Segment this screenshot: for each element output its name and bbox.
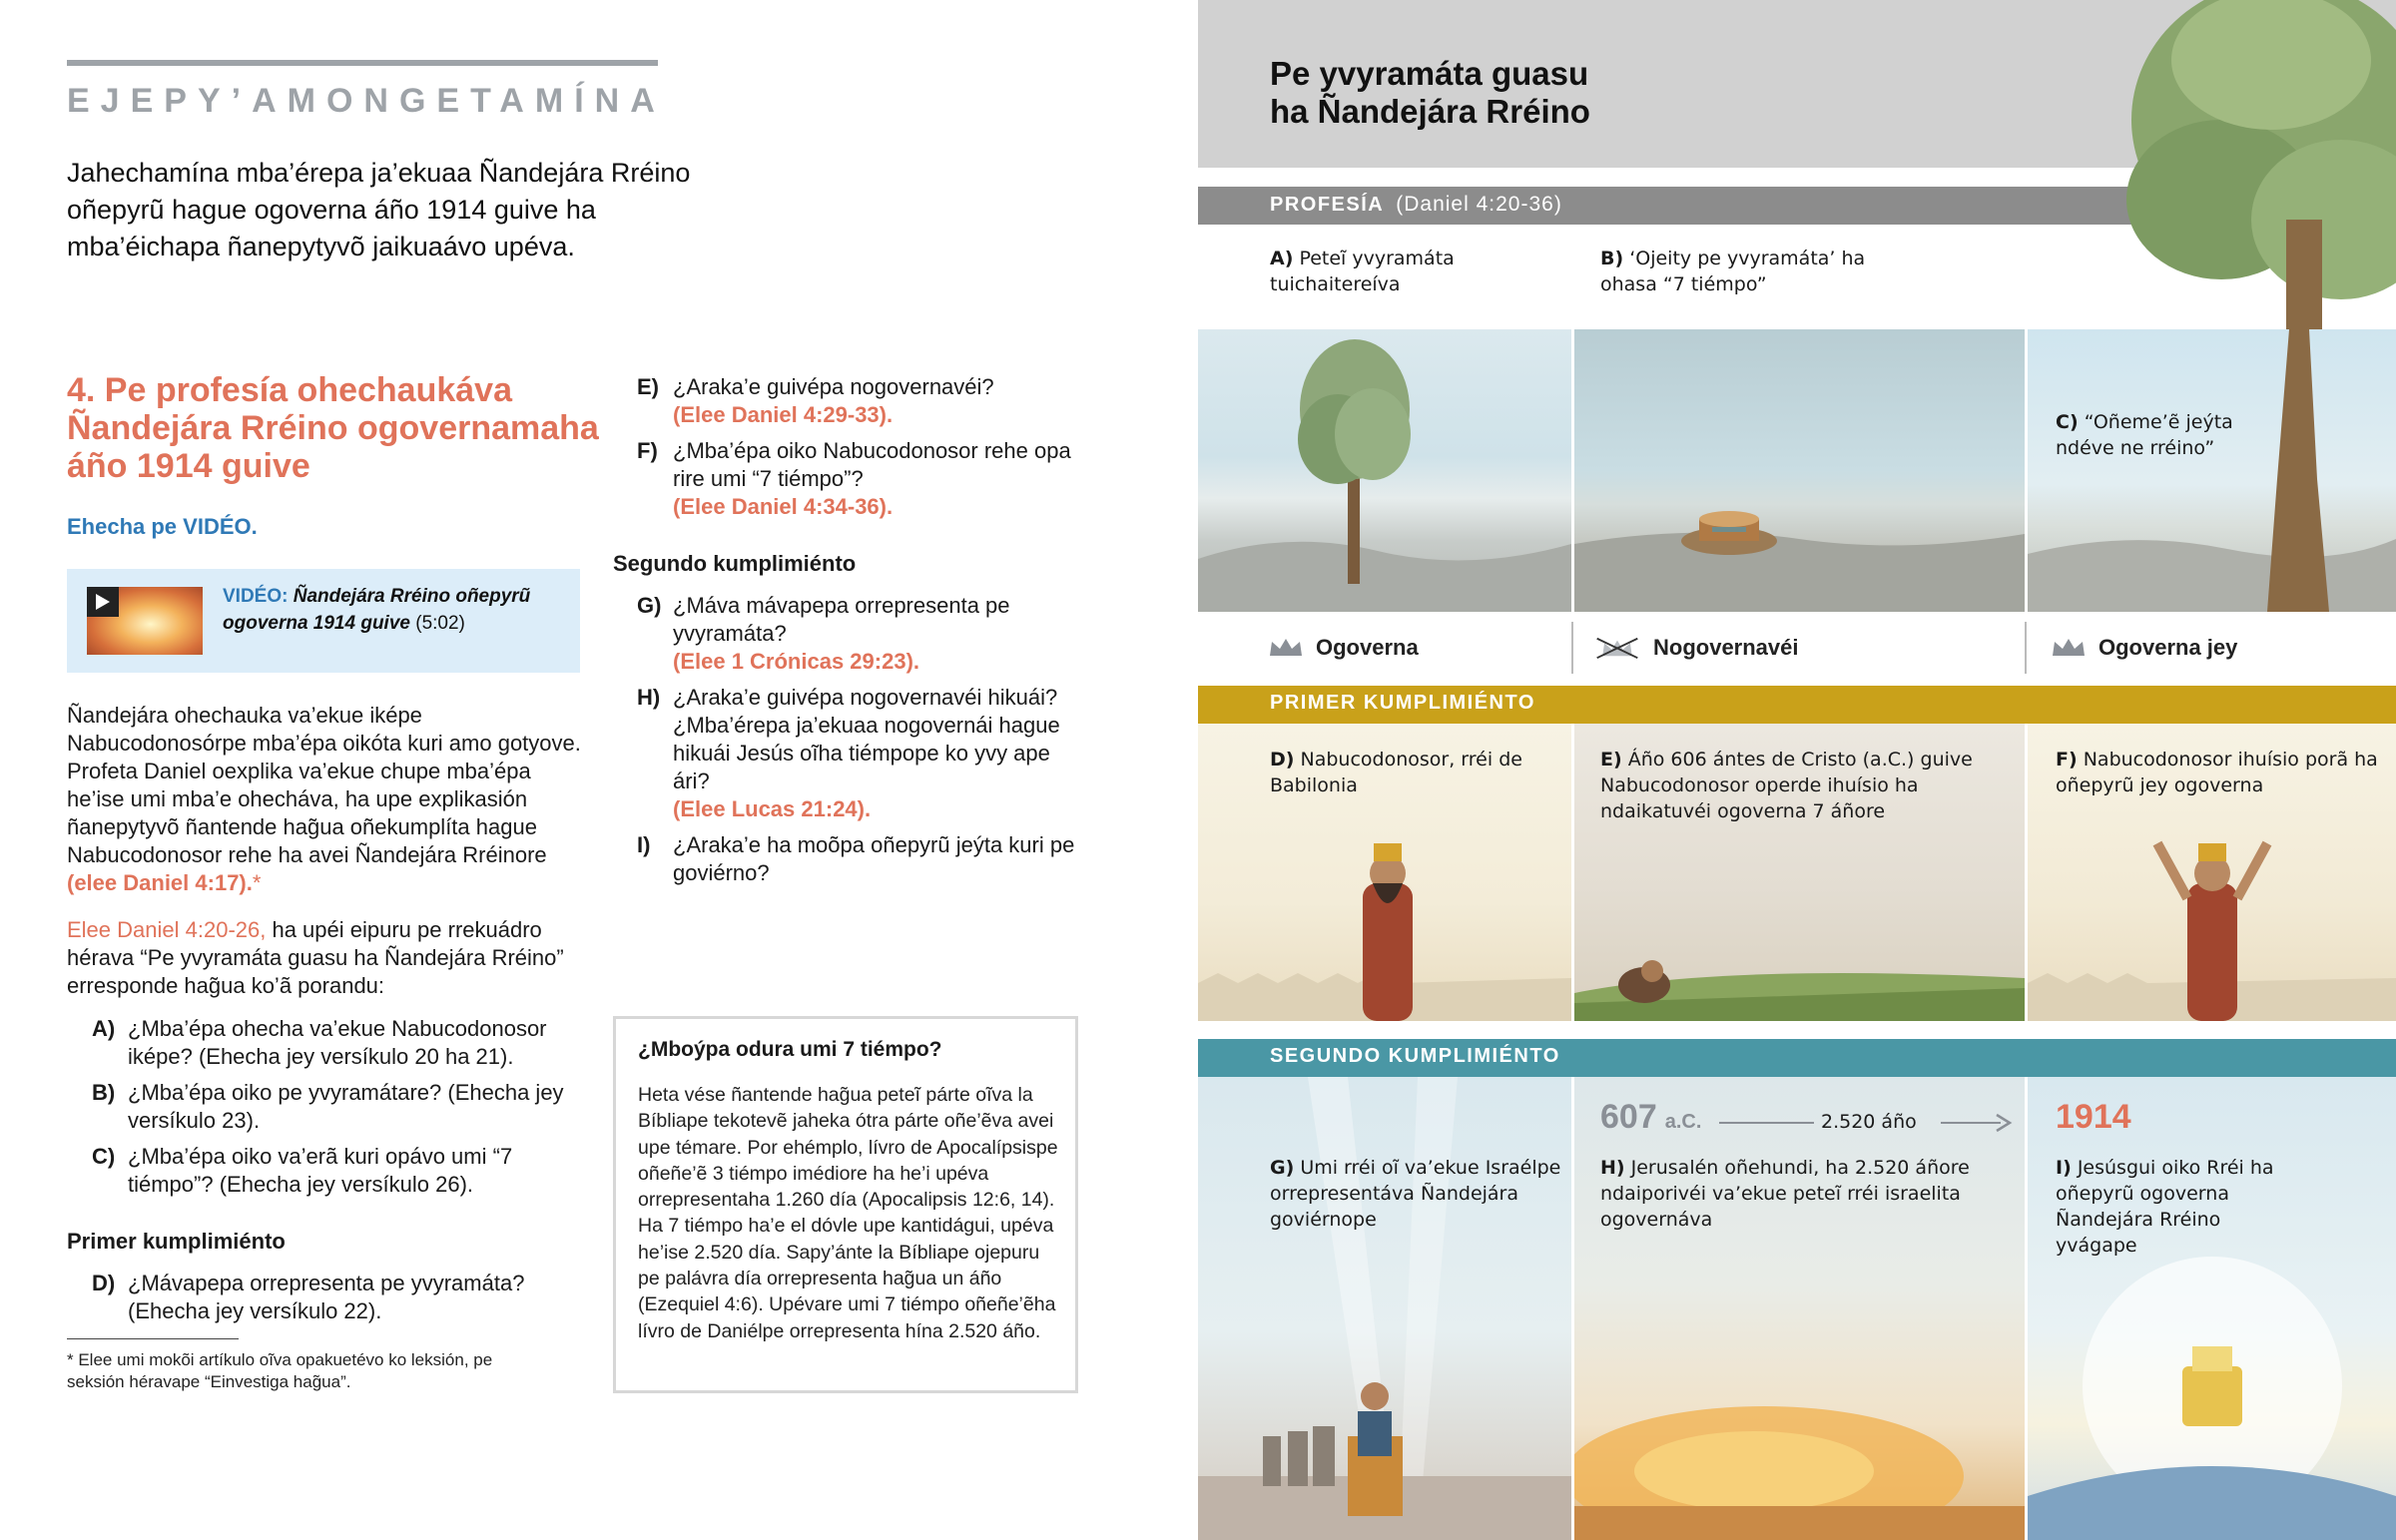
panel-big-tree [1198, 329, 1571, 612]
diagram-title-line1: Pe yvyramáta guasu [1270, 55, 1589, 92]
question-text: ¿Mba’épa oiko pe yvyramátare? (Ehecha jey versíkulo 23). [128, 1080, 564, 1133]
panel-israel-kings [1198, 1077, 1571, 1540]
question-letter: G) [637, 593, 662, 618]
caption-i [2056, 1155, 2285, 1259]
question-item [637, 684, 1086, 823]
body1-text: Ñandejára ohechauka va’ekue iképe Nabucodonosórpe mba’épa oikóta kuri amo gotyove. Profeta Daniel oexplika va’ekue chupe mba’épa he’ise umi mba’e ohecháva, ha upe explikasión ñanepytyvõ ñantende hag̃ua oñekumplíta hague Nabucodonosor rehe ha avei Ñandejára Rréinore [67, 703, 581, 867]
caption-c [2056, 409, 2255, 461]
caption-letter: C) [2056, 411, 2079, 433]
legend-label: Ogoverna [1316, 635, 1419, 660]
question-item [92, 1143, 591, 1199]
section-label: EJEPY’AMONGETAMÍNA [67, 82, 666, 120]
year-607: 607 [1600, 1098, 1657, 1136]
legend-row [1198, 616, 2396, 680]
question-list-abc [92, 1015, 591, 1207]
year-607-suffix: a.C. [1664, 1111, 1702, 1133]
legend-label: Nogovernavéi [1653, 635, 1799, 660]
footnote-divider [67, 1338, 239, 1339]
year-1914: 1914 [2056, 1098, 2131, 1136]
caption-letter: F) [2056, 749, 2078, 770]
question-letter: F) [637, 438, 658, 463]
band-profesia-label: PROFESÍA [1270, 194, 1385, 216]
scripture-link[interactable]: (Elee Lucas 21:24). [673, 796, 872, 821]
body-paragraph-2 [67, 916, 586, 1000]
crown-icon [1268, 636, 1304, 660]
tree-ground-illustration [2028, 329, 2396, 612]
band-segundo-kumplimiento [1198, 1039, 2396, 1077]
question-item [637, 437, 1086, 521]
caption-letter: A) [1270, 248, 1294, 269]
caption-h [1600, 1155, 2010, 1233]
video-link-box[interactable] [67, 569, 580, 673]
footnote-marker[interactable]: * [252, 870, 262, 895]
legend-ogoverna [1268, 616, 1419, 680]
panel-heavenly-kingdom [2028, 1077, 2396, 1540]
heavenly-throne-illustration [2028, 1077, 2396, 1540]
israel-kings-illustration [1198, 1077, 1571, 1540]
question-item [637, 831, 1086, 887]
body-paragraph-1 [67, 702, 586, 897]
caption-letter: H) [1600, 1157, 1625, 1179]
question-item [637, 592, 1086, 676]
question-letter: H) [637, 685, 661, 710]
footnote: * Elee umi mokõi artíkulo oĩva opakuetévo ko leksión, pe seksión héravape “Einvestiga hag̃ua”. [67, 1350, 493, 1391]
question-letter: I) [637, 832, 651, 857]
video-title[interactable]: Ñandejára Rréino oñepyrũ ogoverna 1914 guive [223, 586, 531, 634]
legend-divider [1571, 622, 1573, 674]
watch-video-instruction: Ehecha pe VIDÉO. [67, 514, 258, 539]
tree-illustration [1198, 329, 1571, 612]
caption-b [1600, 246, 1870, 297]
band-label: SEGUNDO KUMPLIMIÉNTO [1270, 1045, 1560, 1067]
caption-text: Áño 606 ántes de Cristo (a.C.) guive Nabucodonosor operde ihuísio ha ndaikatuvéi ogoverna 7 áñore [1600, 749, 1973, 822]
question-letter: D) [92, 1271, 116, 1295]
caption-letter: I) [2056, 1157, 2072, 1179]
scripture-link-daniel-4-20-26[interactable]: Elee Daniel 4:20-26, [67, 917, 267, 942]
question-letter: A) [92, 1016, 116, 1041]
subheading-primer-kumplimiento: Primer kumplimiénto [67, 1229, 286, 1254]
caption-letter: D) [1270, 749, 1295, 770]
crown-icon [2051, 636, 2087, 660]
question-item [92, 1015, 591, 1071]
caption-text: Peteĩ yvyramáta tuichaitereíva [1270, 248, 1455, 295]
band-profesia-ref: (Daniel 4:20-36) [1396, 193, 1562, 216]
caption-f [2056, 747, 2385, 798]
jerusalem-fire-illustration [1574, 1077, 2025, 1540]
diagram-title [1270, 55, 1869, 131]
caption-letter: B) [1600, 248, 1624, 269]
video-caption[interactable] [223, 583, 572, 637]
question-text: ¿Mba’épa oiko Nabucodonosor rehe opa rire umi “7 tiémpo”? [673, 438, 1071, 491]
question-letter: E) [637, 374, 659, 399]
body2-text: ha upéi eipuru pe rrekuádro hérava “Pe yvyramáta guasu ha Ñandejára Rréino” erresponde hag̃ua ko’ã porandu: [67, 917, 564, 998]
diagram-title-line2: ha Ñandejára Rréino [1270, 93, 1590, 130]
caption-text: Jerusalén oñehundi, ha 2.520 áñore ndaiporivéi va’ekue peteĩ rréi israelita ogovernáva [1600, 1157, 1970, 1231]
caption-a [1270, 246, 1509, 297]
scripture-link-daniel-4-17[interactable]: (elee Daniel 4:17). [67, 870, 253, 895]
video-label: VIDÉO: [223, 586, 289, 607]
crossed-crown-icon [1593, 636, 1641, 660]
question-letter: C) [92, 1144, 116, 1169]
sidebar-box-7-tiempo [613, 1016, 1078, 1393]
question-text: ¿Mávapepa orrepresenta pe yvyramáta? (Ehecha jey versíkulo 22). [128, 1271, 525, 1323]
tree-canopy-icon [2111, 0, 2396, 329]
band-profesia-text [1270, 193, 1562, 217]
question-letter: B) [92, 1080, 116, 1105]
caption-text: Nabucodonosor ihuísio porã ha oñepyrũ jey ogoverna [2056, 749, 2378, 796]
legend-ogoverna-jey [2051, 616, 2237, 680]
question-text: ¿Máva mávapepa orrepresenta pe yvyramáta? [673, 593, 1010, 646]
section-top-rule [67, 60, 658, 66]
legend-nogovernavei [1593, 616, 1799, 680]
question-text: ¿Araka’e ha moõpa oñepyrũ jeýta kuri pe goviérno? [673, 832, 1075, 885]
caption-text: “Oñeme’ẽ jeýta ndéve ne rréino” [2056, 411, 2233, 459]
question-item [92, 1270, 591, 1325]
caption-letter: G) [1270, 1157, 1295, 1179]
video-duration: (5:02) [415, 613, 465, 634]
caption-text: Nabucodonosor, rréi de Babilonia [1270, 749, 1522, 796]
video-thumbnail[interactable] [87, 587, 203, 655]
panel-jerusalem-destroyed [1574, 1077, 2025, 1540]
sidebar-box-title: ¿Mboýpa odura umi 7 tiémpo? [638, 1038, 942, 1061]
question-text: ¿Mba’épa ohecha va’ekue Nabucodonosor iképe? (Ehecha jey versíkulo 20 ha 21). [128, 1016, 547, 1069]
timeline-span-label: 2.520 áño [1821, 1111, 1917, 1133]
scripture-link[interactable]: (Elee 1 Crónicas 29:23). [673, 649, 920, 674]
question-item [92, 1079, 591, 1135]
question-text: ¿Araka’e guivépa nogovernavéi? [673, 374, 994, 399]
play-icon[interactable] [87, 587, 119, 617]
caption-text: Umi rréi oĩ va’ekue Israélpe orrepresentáva Ñandejára goviérnope [1270, 1157, 1561, 1231]
sidebar-box-text: Heta vése ñantende hag̃ua peteĩ párte oĩva la Bíbliape tekotevẽ jaheka ótra párte oñe’ẽva avei upe témare. Por ehémplo, lívro de Apocalípsispe oñeñe’ẽ 3 tiémpo imédiore ha he’i upéva orrepresentaha 1.260 día (Apocalipsis 12:6, 14). Ha 7 tiémpo ha’e el dóvle upe kantidágui, upéva he’ise 2.520 día. Sapy’ánte la Bíbliape ojepuru pe palávra día orrepresenta hag̃ua un áño (Ezequiel 4:6). Upévare umi 7 tiémpo oñeñe’ẽha lívro de Daniélpe orrepresenta hína 2.520 áño. [638, 1084, 1058, 1342]
timeline-line-left [1719, 1122, 1814, 1124]
arrow-right-icon [1995, 1113, 2013, 1133]
lesson-point-title: 4. Pe profesía ohechaukáva Ñandejára Rréino ogovernamaha áño 1914 guive [67, 371, 599, 485]
legend-divider [2025, 622, 2027, 674]
question-item [637, 373, 1086, 429]
caption-letter: E) [1600, 749, 1622, 770]
caption-g [1270, 1155, 1569, 1233]
panel-regrown-tree-ground [2028, 329, 2396, 612]
caption-text: ‘Ojeity pe yvyramáta’ ha ohasa “7 tiémpo” [1600, 248, 1866, 295]
caption-text: Jesúsgui oiko Rréi ha oñepyrũ ogoverna Ñandejára Rréino yvágape [2056, 1157, 2274, 1257]
question-list-ef [637, 373, 1086, 529]
legend-label: Ogoverna jey [2098, 635, 2238, 660]
timeline-start [1600, 1098, 1701, 1137]
timeline-line-right [1941, 1122, 2001, 1124]
question-text: ¿Araka’e guivépa nogovernavéi hikuái? ¿Mba’érepa ja’ekuaa nogovernái hague hikuái Jesús oĩha tiémpope ko yvy ape ári? [673, 685, 1060, 793]
question-text: ¿Mba’épa oiko va’erã kuri opávo umi “7 tiémpo”? (Ehecha jey versíkulo 26). [128, 1144, 513, 1197]
panel-stump [1574, 329, 2025, 612]
band-label: PRIMER KUMPLIMIÉNTO [1270, 692, 1535, 714]
caption-d [1270, 747, 1549, 798]
question-list-d [92, 1270, 591, 1333]
subheading-segundo-kumplimiento: Segundo kumplimiénto [613, 551, 857, 576]
scripture-link[interactable]: (Elee Daniel 4:34-36). [673, 494, 894, 519]
question-list-ghi [637, 592, 1086, 895]
big-tree-canopy [2111, 0, 2396, 329]
stump-illustration [1574, 329, 2025, 612]
scripture-link[interactable]: (Elee Daniel 4:29-33). [673, 402, 894, 427]
caption-e [1600, 747, 2010, 824]
intro-paragraph: Jahechamína mba’érepa ja’ekuaa Ñandejára Rréino oñepyrũ hague ogoverna áño 1914 guive ha mba’éichapa ñanepytyvõ jaikuaávo upéva. [67, 158, 691, 261]
band-primer-kumplimiento [1198, 686, 2396, 724]
